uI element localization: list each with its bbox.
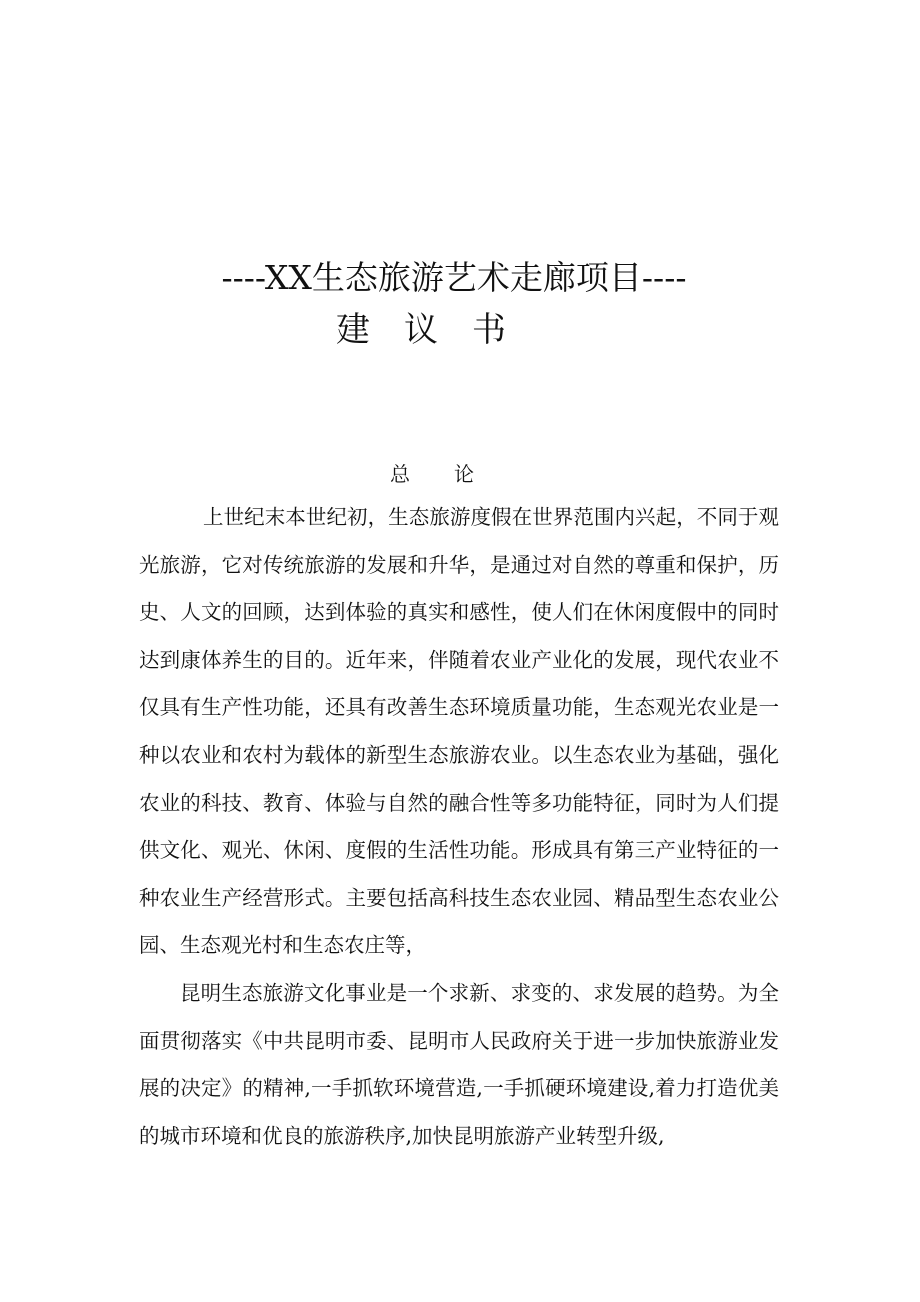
body-paragraph: 昆明生态旅游文化事业是一个求新、求变的、求发展的趋势。为全面贯彻落实《中共昆明市委、昆明市人民政府关于进一步加快旅游业发展的决定》的精神,一手抓软环境营造,一手抓硬环境建设,着力打造优美的城市环境和优良的旅游秩序,加快昆明旅游产业转型升级, xyxy=(139,981,779,1148)
body-paragraph: 上世纪末本世纪初，生态旅游度假在世界范围内兴起，不同于观光旅游，它对传统旅游的发展和升华，是通过对自然的尊重和保护，历史、人文的回顾，达到体验的真实和感性，使人们在休闲度假中的同时达到康体养生的目的。近年来，伴随着农业产业化的发展，现代农业不仅具有生产性功能，还具有改善生态环境质量功能，生态观光农业是一种以农业和农村为载体的新型生态旅游农业。以生态农业为基础，强化农业的科技、教育、体验与自然的融合性等多功能特征，同时为人们提供文化、观光、休闲、度假的生活性功能。形成具有第三产业特征的一种农业生产经营形式。主要包括高科技生态农业园、精品型生态农业公园、生态观光村和生态农庄等， xyxy=(139,505,779,958)
document-title: ----XX生态旅游艺术走廊项目---- xyxy=(221,258,687,297)
document-subtitle: 建议书 xyxy=(336,310,540,350)
section-heading: 总论 xyxy=(390,462,518,486)
